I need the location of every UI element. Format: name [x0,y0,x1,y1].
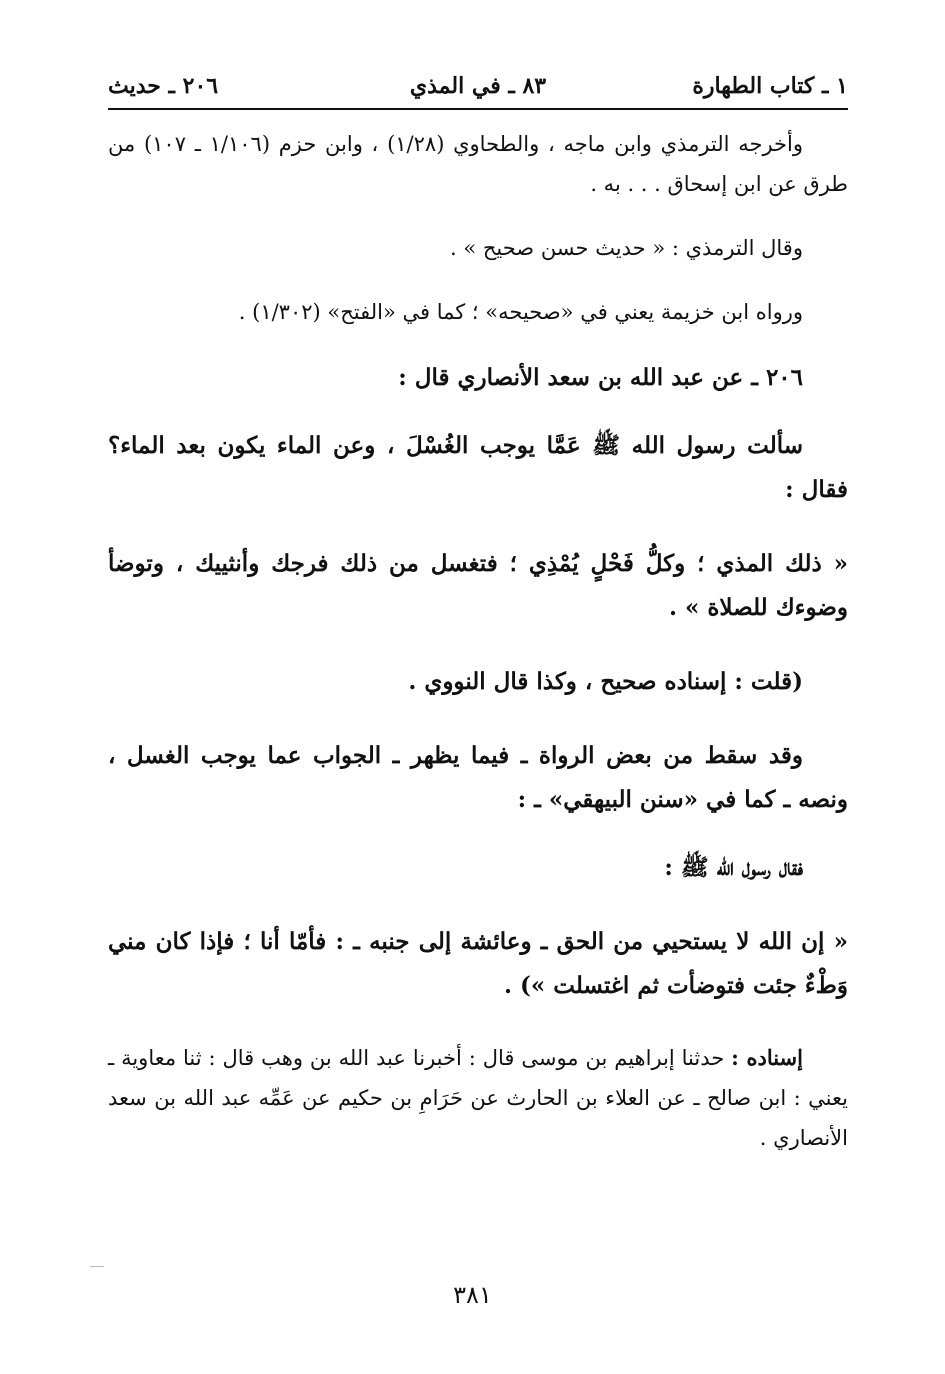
paragraph-prophet-said: فقال رسول الله ﷺ : [664,854,803,881]
grading-note: (قلت : إسناده صحيح ، وكذا قال النووي . [408,668,803,695]
paragraph-ibn-khuzaymah: ورواه ابن خزيمة يعني في «صحيحه» ؛ كما في «الفتح» (١/٣٠٢) . [238,300,803,324]
header-chapter-title: ٨٣ ـ في المذي [409,73,547,99]
isnad-text: حدثنا إبراهيم بن موسى قال : أخبرنا عبد الله بن وهب قال : ثنا معاوية ـ يعني : ابن صالح ـ عن العلاء بن الحارث عن حَرَامِ بن حكيم عن عَمِّه عبد الله بن سعد الأنصاري . [108,1046,848,1150]
isnad-label: إسناده : [731,1045,803,1070]
hadith-text-bayhaqi: « إن الله لا يستحيي من الحق ـ وعائشة إلى جنبه ـ : فأمّا أنا ؛ فإذا كان مني وَطْءٌ جئت فتوضأت ثم اغتسلت ») . [108,928,848,999]
header-rule [108,108,848,110]
paragraph-takhrij: وأخرجه الترمذي وابن ماجه ، والطحاوي (١/٢٨) ، وابن حزم (١/١٠٦ ـ ١٠٧) من طرق عن ابن إسحاق . . . به . [108,132,848,196]
running-header [108,68,848,104]
hadith-text: « ذلك المذي ؛ وكلُّ فَحْلٍ يُمْذِي ؛ فتغسل من ذلك فرجك وأنثييك ، وتوضأ وضوءك للصلاة » . [108,550,848,621]
header-book-title: ١ ـ كتاب الطهارة [692,73,848,99]
paragraph-bayhaqi: وقد سقط من بعض الرواة ـ فيما يظهر ـ الجواب عما يوجب الغسل ، ونصه ـ كما في «سنن البيهقي» ـ : [108,742,848,813]
page-number: ٣٨١ [453,1281,492,1309]
paragraph-tirmidhi-grade: وقال الترمذي : « حديث حسن صحيح » . [449,236,803,260]
margin-mark [90,1266,104,1267]
page-body [108,124,848,1158]
hadith-heading: ٢٠٦ ـ عن عبد الله بن سعد الأنصاري قال : [398,364,803,391]
header-hadith-number: ٢٠٦ ـ حديث [108,73,219,99]
isnad-paragraph [108,1038,848,1158]
hadith-question: سألت رسول الله ﷺ عَمَّا يوجب الغُسْلَ ، وعن الماء يكون بعد الماء؟ فقال : [108,432,848,503]
